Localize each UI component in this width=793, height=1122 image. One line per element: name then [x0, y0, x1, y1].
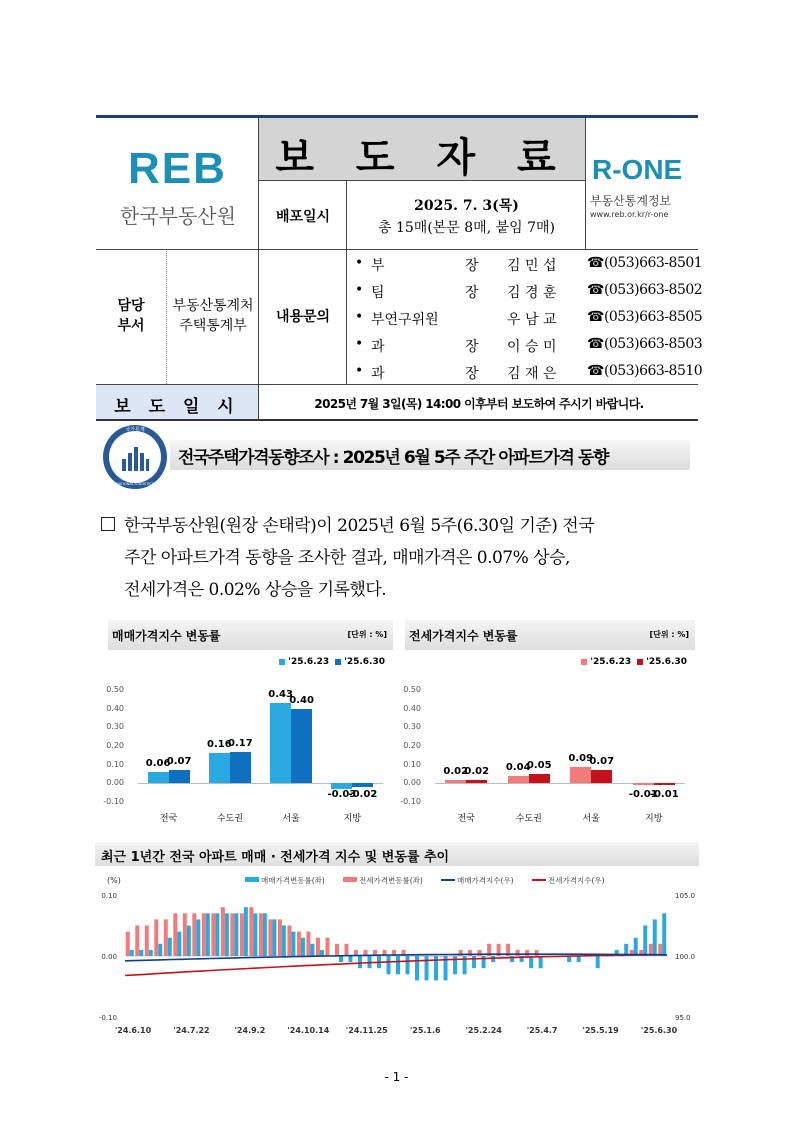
section-title-bar — [170, 440, 690, 470]
contact-name: 우 남 교 — [507, 312, 557, 328]
bullet-icon: • — [355, 282, 364, 298]
bar — [633, 783, 654, 785]
contact-role: 부 장 — [371, 258, 517, 274]
contacts-cell — [346, 249, 703, 384]
release-label-cell — [96, 384, 258, 421]
sale-change-bar — [415, 956, 419, 980]
rent-change-bar — [135, 926, 139, 957]
rent-change-bar — [325, 938, 329, 956]
legend-label: '25.6.30 — [646, 657, 687, 667]
bar-value-label: 0.07 — [166, 756, 192, 768]
rent-change-bar — [344, 944, 348, 956]
bar — [270, 703, 291, 783]
bar-value-label: 0.40 — [289, 694, 314, 706]
contact-phone: ☎(053)663-8503 — [587, 336, 703, 352]
contact-name: 김 경 훈 — [507, 285, 557, 301]
legend-label: 매매가격지수(우) — [457, 876, 514, 885]
bar — [169, 770, 190, 783]
trend-chart-svg — [95, 870, 699, 1045]
rent-change-bar — [421, 956, 425, 957]
sale-change-bar — [348, 956, 352, 962]
bar-value-label: 0.17 — [228, 737, 253, 749]
y-left-unit: (%) — [107, 876, 121, 885]
sale-change-bar — [177, 932, 181, 956]
rent-change-bar — [516, 950, 520, 956]
rent-change-bar — [440, 956, 444, 957]
sale-change-bar — [358, 956, 362, 968]
legend-swatch — [245, 877, 259, 882]
y-tick-label: -0.10 — [103, 797, 124, 806]
legend-swatch — [637, 659, 643, 665]
y-tick-label: 0.40 — [403, 703, 421, 713]
rent-change-bar — [240, 913, 244, 956]
legend-label: 전세가격변동률(좌) — [359, 876, 423, 885]
contact-phone: ☎(053)663-8510 — [587, 363, 703, 379]
sale-change-bar — [301, 938, 305, 956]
sale-change-bar — [577, 956, 581, 962]
bar — [570, 767, 591, 784]
bar — [591, 770, 612, 783]
contact-row — [347, 250, 703, 277]
sale-change-bar — [282, 926, 286, 957]
bar — [654, 783, 675, 785]
rent-change-bar — [126, 932, 130, 956]
bar — [508, 776, 529, 783]
contact-role: 팀 장 — [371, 285, 517, 301]
chart-unit: [단위 : %] — [347, 630, 387, 639]
rent-change-bar — [154, 919, 158, 956]
y-tick-label: -0.10 — [400, 797, 421, 806]
chart-header — [405, 620, 695, 650]
x-category-label: 수도권 — [515, 814, 542, 824]
x-category-label: 서울 — [582, 814, 600, 824]
y-left-tick: 0.10 — [101, 892, 117, 900]
bar-value-label: 0.07 — [589, 756, 615, 768]
contact-name: 김 민 섭 — [507, 258, 557, 274]
rent-change-chart — [400, 620, 695, 830]
sale-change-bar — [272, 919, 276, 956]
x-tick-label: '25.5.19 — [582, 1026, 619, 1035]
dist-label-cell — [258, 180, 346, 249]
press-header-table — [96, 115, 703, 418]
y-tick-label: 0.00 — [403, 778, 421, 788]
chart-header — [108, 620, 393, 650]
contact-role: 과 장 — [371, 366, 517, 382]
x-tick-label: '25.2.24 — [465, 1026, 502, 1035]
summary-line: 한국부동산원(원장 손태락)이 2025년 6월 5주(6.30일 기준) 전국 — [124, 516, 595, 536]
bar — [331, 783, 352, 789]
x-tick-label: '25.1.6 — [409, 1026, 441, 1035]
sale-change-bar — [406, 956, 410, 974]
rent-change-bar — [249, 907, 253, 956]
rent-change-bar — [173, 913, 177, 956]
sale-change-bar — [310, 944, 314, 956]
bar — [230, 752, 251, 784]
legend-swatch — [279, 659, 285, 665]
inquiry-label-cell — [258, 249, 346, 384]
sale-change-bar — [244, 907, 248, 956]
title-cell — [258, 118, 585, 180]
bullet-icon: • — [355, 363, 364, 379]
reb-logo — [96, 118, 258, 249]
bar-value-label: -0.01 — [649, 789, 679, 801]
sale-change-bar — [386, 956, 390, 974]
page-number: - 1 - — [384, 1070, 409, 1084]
y-tick-label: 0.10 — [106, 759, 124, 769]
x-tick-label: '24.6.10 — [114, 1026, 152, 1035]
y-tick-label: 0.20 — [106, 741, 124, 750]
sale-change-bar — [263, 913, 267, 956]
bar-value-label: -0.03 — [327, 789, 357, 801]
bar-value-label: 0.43 — [268, 689, 293, 701]
legend-item — [335, 657, 385, 667]
summary-paragraph — [124, 510, 704, 606]
y-tick-label: 0.50 — [106, 685, 124, 694]
chart-legend — [273, 657, 385, 667]
national-statistics-emblem — [103, 425, 167, 489]
reb-logo-mark: REB — [128, 144, 227, 193]
rent-change-bar — [164, 919, 168, 956]
rent-change-bar — [535, 950, 539, 956]
contact-row — [347, 331, 703, 358]
sale-change-bar — [539, 956, 543, 968]
bullet-icon: • — [355, 336, 364, 352]
dept-label: 담당 부서 — [117, 298, 145, 334]
legend-label: '25.6.30 — [344, 657, 385, 667]
bar — [445, 780, 466, 784]
y-tick-label: 0.10 — [403, 759, 421, 769]
sale-change-bar — [662, 913, 666, 956]
rent-change-bar — [430, 956, 434, 957]
y-tick-label: 0.50 — [403, 685, 421, 694]
sale-change-bar — [491, 956, 495, 962]
rone-logo-subtitle: 부동산통계정보 — [590, 194, 672, 208]
sale-change-bar — [291, 932, 295, 956]
x-tick-label: '24.7.22 — [173, 1026, 210, 1035]
summary-checkbox-icon — [101, 517, 115, 531]
x-tick-label: '25.6.30 — [640, 1026, 678, 1035]
rent-change-bar — [259, 913, 263, 956]
sale-change-bar — [168, 938, 172, 956]
summary-line: 주간 아파트가격 동향을 조사한 결과, 매매가격은 0.07% 상승, — [124, 548, 570, 568]
x-tick-label: '24.9.2 — [234, 1026, 266, 1035]
bar — [352, 783, 373, 787]
contact-row — [347, 277, 703, 304]
sale-change-bar — [501, 956, 505, 957]
legend-swatch — [581, 659, 587, 665]
contact-role: 과 장 — [371, 339, 517, 355]
bar-value-label: 0.06 — [145, 758, 171, 770]
y-tick-label: 0.40 — [106, 703, 124, 713]
emblem-sublabel: NATIONAL STATISTICS — [115, 482, 155, 486]
legend-item — [279, 657, 329, 667]
summary-line: 전세가격은 0.02% 상승을 기록했다. — [124, 580, 387, 600]
bar — [209, 753, 230, 783]
bar — [466, 780, 487, 784]
bullet-icon: • — [355, 309, 364, 325]
sale-change-bar — [149, 950, 153, 956]
sale-change-bar — [253, 913, 257, 956]
legend-label: '25.6.23 — [288, 657, 330, 667]
dist-date: 2025. 7. 3(목) — [414, 198, 519, 214]
rent-change-bar — [287, 926, 291, 957]
release-text: 2025년 7월 3일(목) 14:00 이후부터 보도하여 주시기 바랍니다. — [314, 397, 644, 411]
rone-logo-url: www.reb.or.kr/r-one — [590, 210, 669, 219]
rent-change-bar — [211, 913, 215, 956]
sale-change-bar — [215, 913, 219, 956]
bar-value-label: 0.09 — [568, 752, 594, 764]
y-tick-label: 0.20 — [403, 741, 421, 750]
y-left-tick: -0.10 — [98, 1014, 117, 1022]
legend-swatch — [343, 877, 357, 882]
sale-change-bar — [339, 956, 343, 962]
section-title: 전국주택가격동향조사 : 2025년 6월 5주 주간 아파트가격 동향 — [178, 448, 609, 468]
rent-change-bar — [306, 932, 310, 956]
contact-name: 이 승 미 — [507, 339, 557, 355]
emblem-label: 국가통계 — [125, 427, 145, 433]
y-tick-label: 0.00 — [106, 778, 124, 788]
x-tick-label: '24.11.25 — [345, 1026, 388, 1035]
contact-role: 부연구위원 — [371, 312, 439, 328]
x-category-label: 지방 — [645, 814, 663, 824]
bar — [529, 774, 550, 783]
dist-value-cell — [346, 180, 585, 249]
legend-label: 전세가격지수(우) — [548, 876, 605, 885]
x-tick-label: '24.10.14 — [287, 1026, 330, 1035]
trend-chart — [95, 870, 699, 1045]
page-title: 보 도 자 료 — [275, 134, 570, 181]
contact-phone: ☎(053)663-8501 — [587, 255, 703, 271]
chart-title: 전세가격지수 변동률 — [409, 629, 518, 643]
legend-item — [581, 657, 631, 667]
x-category-label: 전국 — [457, 814, 475, 824]
bar-value-label: 0.02 — [443, 765, 469, 777]
rent-change-bar — [316, 938, 320, 956]
rent-change-bar — [183, 913, 187, 956]
sale-change-bar — [130, 950, 134, 956]
release-label: 보 도 일 시 — [114, 397, 240, 417]
rent-change-bar — [411, 956, 415, 957]
rent-change-bar — [192, 913, 196, 956]
y-tick-label: 0.30 — [403, 722, 421, 732]
sale-change-chart — [103, 620, 393, 830]
dept-name: 부동산통계처 주택통계부 — [172, 298, 254, 334]
y-right-tick: 100.0 — [675, 953, 696, 961]
sale-change-bar — [196, 919, 200, 956]
sale-change-bar — [206, 913, 210, 956]
contact-phone: ☎(053)663-8505 — [587, 309, 703, 325]
bar-value-label: 0.02 — [464, 765, 490, 777]
dist-pages: 총 15매(본문 8매, 붙임 7매) — [378, 220, 555, 236]
rent-change-bar — [335, 944, 339, 956]
rent-change-bar — [202, 913, 206, 956]
sale-change-bar — [158, 944, 162, 956]
legend-label: '25.6.23 — [590, 657, 632, 667]
chart-unit: [단위 : %] — [649, 630, 689, 639]
sale-change-bar — [234, 913, 238, 956]
sale-change-bar — [653, 919, 657, 956]
bar-value-label: 0.16 — [207, 739, 232, 751]
sale-change-bar — [643, 926, 647, 957]
rent-change-bar — [525, 950, 529, 956]
legend-item — [637, 657, 687, 667]
bar-chart-icon — [120, 445, 150, 471]
sale-change-bar — [596, 956, 600, 968]
bar — [291, 709, 312, 784]
y-right-tick: 105.0 — [675, 892, 696, 900]
rent-change-bar — [230, 913, 234, 956]
inquiry-label: 내용문의 — [275, 309, 331, 325]
bar — [148, 772, 169, 783]
x-category-label: 지방 — [343, 814, 362, 824]
sale-change-bar — [187, 926, 191, 957]
rone-logo — [585, 118, 698, 249]
rent-change-bar — [145, 926, 149, 957]
x-tick-label: '25.4.7 — [526, 1026, 558, 1035]
dist-label: 배포일시 — [275, 209, 331, 225]
reb-logo-subtitle: 한국부동산원 — [120, 204, 236, 228]
y-left-tick: 0.00 — [101, 953, 117, 961]
bar-value-label: 0.04 — [505, 761, 531, 773]
sale-change-bar — [225, 913, 229, 956]
contact-row — [347, 358, 703, 385]
bullet-icon: • — [355, 255, 364, 271]
y-tick-label: 0.30 — [106, 722, 124, 732]
legend-swatch — [335, 659, 341, 665]
x-category-label: 서울 — [282, 814, 300, 824]
contact-phone: ☎(053)663-8502 — [587, 282, 703, 298]
rent-change-bar — [278, 919, 282, 956]
contact-name: 김 재 은 — [507, 366, 557, 382]
bar-value-label: -0.01 — [628, 789, 658, 801]
sale-change-bar — [634, 938, 638, 956]
x-category-label: 수도권 — [216, 814, 243, 824]
sale-change-bar — [472, 956, 476, 968]
rent-change-bar — [449, 956, 453, 957]
chart-legend — [575, 657, 687, 667]
x-category-label: 전국 — [159, 814, 178, 824]
sale-change-bar — [320, 950, 324, 956]
dept-label-cell — [96, 249, 166, 384]
rone-logo-mark: R-ONE — [592, 154, 683, 185]
sale-change-bar — [139, 950, 143, 956]
rent-change-bar — [297, 932, 301, 956]
chart-title: 매매가격지수 변동률 — [112, 629, 221, 643]
sale-change-bar — [396, 956, 400, 974]
trend-chart-title: 최근 1년간 전국 아파트 매매 · 전세가격 지수 및 변동률 추이 — [101, 850, 450, 865]
dept-name-cell — [166, 249, 258, 384]
y-right-tick: 95.0 — [675, 1014, 691, 1022]
contact-row — [347, 304, 703, 331]
trend-chart-header — [95, 842, 699, 866]
release-text-cell — [258, 384, 698, 421]
bar-value-label: -0.02 — [348, 789, 378, 801]
rent-change-bar — [268, 919, 272, 956]
legend-label: 매매가격변동률(좌) — [261, 876, 325, 885]
rent-change-bar — [221, 907, 225, 956]
rent-change-bar — [620, 956, 624, 957]
bar-value-label: 0.05 — [526, 760, 552, 771]
